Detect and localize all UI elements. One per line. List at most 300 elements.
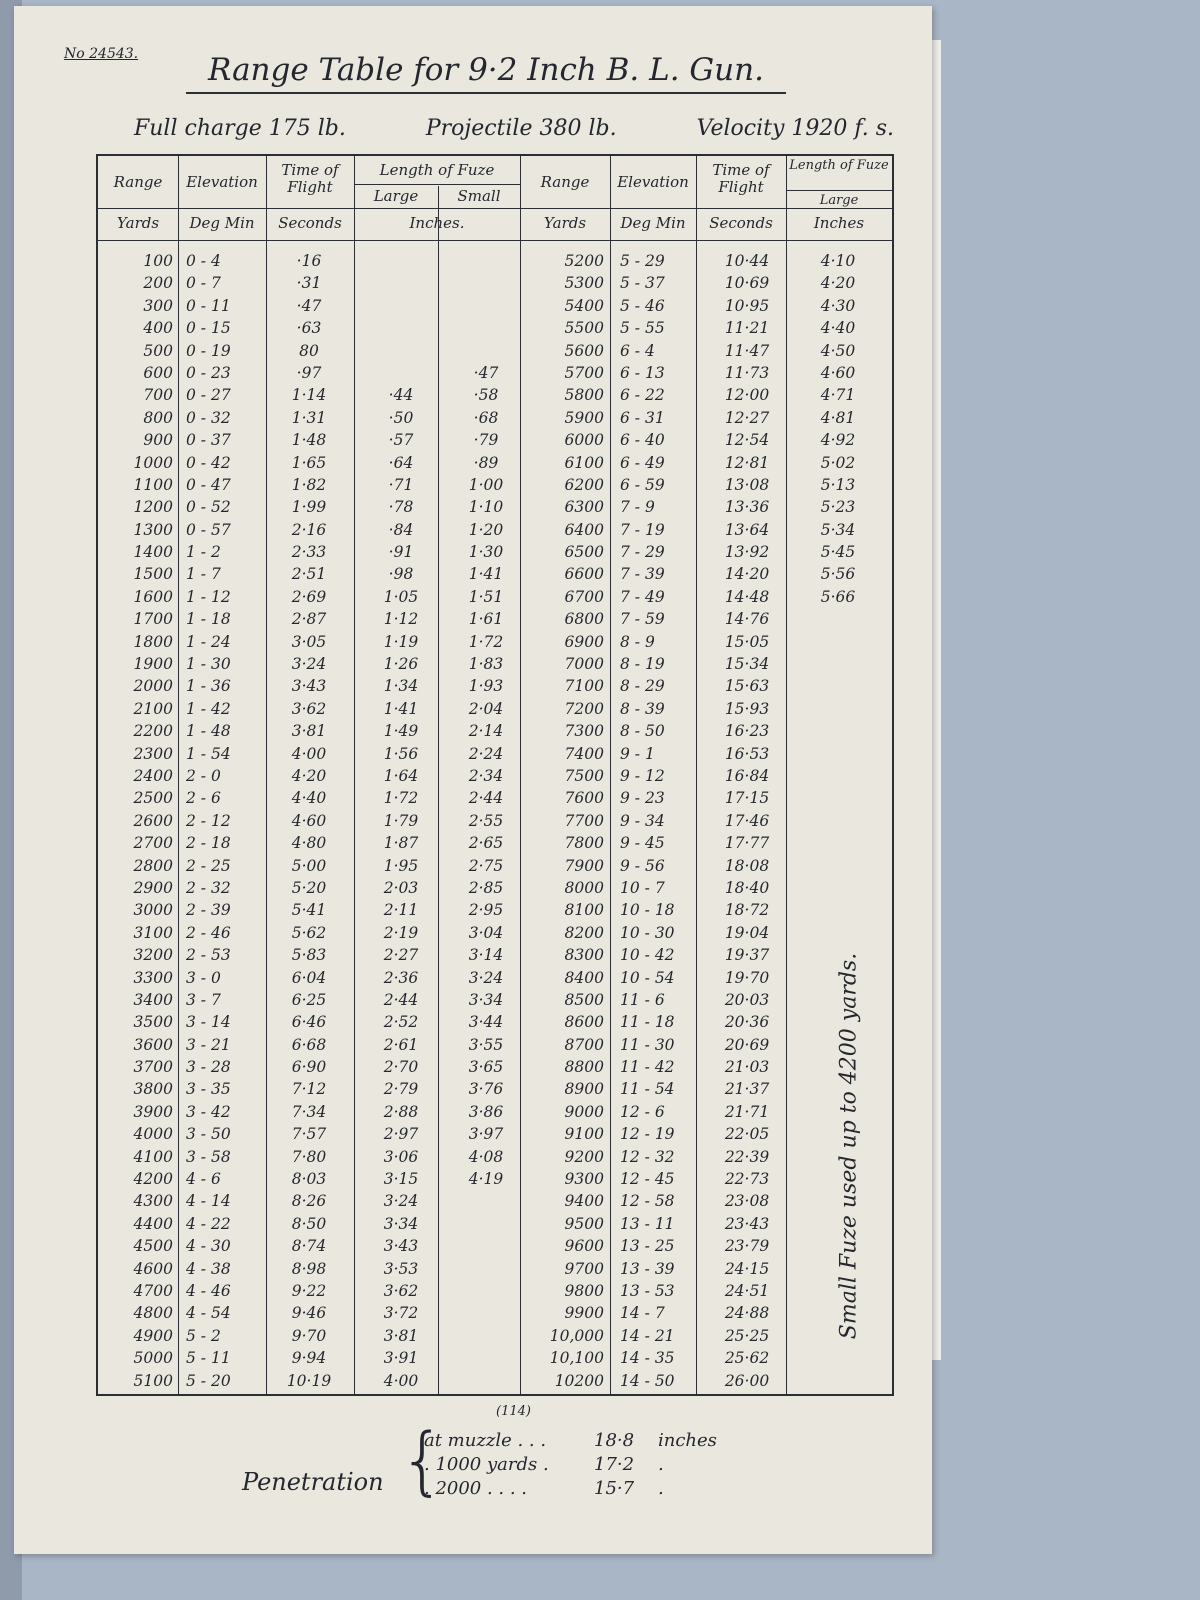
range-2-cell: 8900	[564, 1080, 604, 1099]
elevation-2-cell: 7 - 49	[620, 587, 665, 606]
time-of-flight-cell: 6·25	[291, 990, 327, 1009]
elevation-cell: 2 - 46	[186, 923, 231, 942]
elevation-cell: 5 - 11	[186, 1349, 231, 1368]
fuze-large-cell: 1·87	[383, 834, 419, 853]
range-2-cell: 8500	[564, 990, 604, 1009]
range-2-cell: 7400	[564, 744, 604, 763]
fuze-small-cell: 2·65	[468, 834, 504, 853]
penetration-value: 15·7	[594, 1478, 635, 1499]
fuze-large-cell: 1·41	[383, 699, 419, 718]
elevation-cell: 0 - 52	[186, 498, 231, 517]
time-of-flight-2-cell: 23·79	[724, 1237, 770, 1256]
elevation-cell: 5 - 20	[186, 1371, 231, 1390]
fuze-large-cell: 3·72	[383, 1304, 419, 1323]
range-cell: 800	[143, 408, 173, 427]
range-cell: 3300	[133, 968, 173, 987]
range-2-cell: 9500	[564, 1214, 604, 1233]
fuze-small-cell: 1·20	[468, 520, 504, 539]
table-row	[98, 698, 892, 720]
table-row	[98, 563, 892, 585]
range-2-cell: 8700	[564, 1035, 604, 1054]
elevation-cell: 3 - 7	[186, 990, 221, 1009]
elevation-2-cell: 10 - 54	[620, 968, 675, 987]
fuze-large-cell: 2·52	[383, 1013, 419, 1032]
fuze-small-cell: 2·85	[468, 878, 504, 897]
time-of-flight-2-cell: 14·20	[724, 565, 770, 584]
range-2-cell: 7700	[564, 811, 604, 830]
time-of-flight-cell: 1·48	[291, 431, 327, 450]
table-row	[98, 967, 892, 989]
penetration-line	[424, 1478, 664, 1499]
table-row	[98, 899, 892, 921]
elevation-2-cell: 12 - 32	[620, 1147, 675, 1166]
time-of-flight-2-cell: 25·62	[724, 1349, 770, 1368]
table-row	[98, 272, 892, 294]
elevation-cell: 1 - 36	[186, 677, 231, 696]
time-of-flight-cell: 3·24	[291, 655, 327, 674]
table-row	[98, 944, 892, 966]
range-2-cell: 9700	[564, 1259, 604, 1278]
header-rule	[98, 208, 892, 209]
time-of-flight-cell: 8·50	[291, 1214, 327, 1233]
elevation-cell: 0 - 23	[186, 363, 231, 382]
unit-inches: Inches.	[409, 214, 465, 232]
fuze-large-cell: ·57	[388, 431, 414, 450]
fuze-large-cell: 4·00	[383, 1371, 419, 1390]
table-row	[98, 295, 892, 317]
range-2-cell: 5900	[564, 408, 604, 427]
table-row	[98, 855, 892, 877]
fuze-large-cell: 2·36	[383, 968, 419, 987]
range-cell: 5000	[133, 1349, 173, 1368]
fuze-small-cell: 3·55	[468, 1035, 504, 1054]
brace-symbol: {	[399, 1418, 447, 1504]
fuze-small-cell: 3·86	[468, 1102, 504, 1121]
elevation-cell: 2 - 25	[186, 856, 231, 875]
fuze-small-cell: 1·93	[468, 677, 504, 696]
time-of-flight-cell: ·31	[296, 274, 322, 293]
table-row	[98, 743, 892, 765]
unit-seconds-2: Seconds	[709, 214, 773, 232]
fuze-large-2-cell: 5·23	[820, 498, 856, 517]
fuze-large-2-cell: 4·20	[820, 274, 856, 293]
table-row	[98, 384, 892, 406]
time-of-flight-2-cell: 16·84	[724, 766, 770, 785]
time-of-flight-cell: 8·74	[291, 1237, 327, 1256]
fuze-small-cell: 1·00	[468, 475, 504, 494]
elevation-2-cell: 10 - 7	[620, 878, 665, 897]
fuze-small-cell: 1·41	[468, 565, 504, 584]
fuze-large-cell: 2·79	[383, 1080, 419, 1099]
elevation-2-cell: 9 - 34	[620, 811, 665, 830]
table-row	[98, 429, 892, 451]
fuze-small-cell: 3·34	[468, 990, 504, 1009]
time-of-flight-cell: 8·98	[291, 1259, 327, 1278]
unit-deg-min: Deg Min	[189, 214, 255, 232]
elevation-cell: 0 - 42	[186, 453, 231, 472]
time-of-flight-2-cell: 13·64	[724, 520, 770, 539]
table-row	[98, 1258, 892, 1280]
time-of-flight-2-cell: 12·54	[724, 431, 770, 450]
range-cell: 2700	[133, 834, 173, 853]
time-of-flight-2-cell: 12·27	[724, 408, 770, 427]
range-cell: 100	[143, 252, 173, 270]
range-cell: 3700	[133, 1058, 173, 1077]
range-cell: 3100	[133, 923, 173, 942]
fuze-large-cell: 1·19	[383, 632, 419, 651]
elevation-2-cell: 13 - 53	[620, 1281, 675, 1300]
range-cell: 2800	[133, 856, 173, 875]
fuze-large-cell: ·78	[388, 498, 414, 517]
table-row	[98, 586, 892, 608]
range-2-cell: 9400	[564, 1192, 604, 1211]
elevation-cell: 0 - 32	[186, 408, 231, 427]
time-of-flight-2-cell: 17·46	[724, 811, 770, 830]
fuze-large-cell: 2·44	[383, 990, 419, 1009]
range-2-cell: 10200	[554, 1371, 604, 1390]
table-row	[98, 765, 892, 787]
range-2-cell: 6800	[564, 610, 604, 629]
elevation-cell: 1 - 48	[186, 722, 231, 741]
fuze-large-cell: 1·95	[383, 856, 419, 875]
time-of-flight-2-cell: 10·69	[724, 274, 770, 293]
elevation-2-cell: 12 - 58	[620, 1192, 675, 1211]
fuze-small-cell: 2·95	[468, 901, 504, 920]
time-of-flight-2-cell: 13·36	[724, 498, 770, 517]
fuze-small-cell: 1·51	[468, 587, 504, 606]
time-of-flight-2-cell: 24·51	[724, 1281, 770, 1300]
elevation-2-cell: 9 - 23	[620, 789, 665, 808]
time-of-flight-cell: 10·19	[286, 1371, 332, 1390]
time-of-flight-2-cell: 18·72	[724, 901, 770, 920]
elevation-2-cell: 12 - 45	[620, 1170, 675, 1189]
fuze-large-2-cell: 5·56	[820, 565, 856, 584]
time-of-flight-cell: 2·33	[291, 543, 327, 562]
elevation-2-cell: 14 - 21	[620, 1326, 675, 1345]
fuze-small-cell: 2·34	[468, 766, 504, 785]
time-of-flight-2-cell: 20·03	[724, 990, 770, 1009]
fuze-large-2-cell: 4·40	[820, 319, 856, 338]
fuze-large-cell: 3·91	[383, 1349, 419, 1368]
time-of-flight-2-cell: 14·76	[724, 610, 770, 629]
header-length-of-fuze: Length of Fuze	[379, 161, 495, 179]
time-of-flight-cell: 1·82	[291, 475, 327, 494]
time-of-flight-2-cell: 23·43	[724, 1214, 770, 1233]
range-2-cell: 5800	[564, 386, 604, 405]
elevation-cell: 2 - 39	[186, 901, 231, 920]
range-2-cell: 7600	[564, 789, 604, 808]
range-cell: 4400	[133, 1214, 173, 1233]
elevation-cell: 0 - 15	[186, 319, 231, 338]
time-of-flight-cell: 5·62	[291, 923, 327, 942]
range-cell: 4000	[133, 1125, 173, 1144]
range-2-cell: 8100	[564, 901, 604, 920]
fuze-large-2-cell: 4·50	[820, 341, 856, 360]
fuze-small-cell: ·79	[473, 431, 499, 450]
time-of-flight-cell: 4·40	[291, 789, 327, 808]
fuze-large-cell: 1·79	[383, 811, 419, 830]
fuze-large-cell: 3·53	[383, 1259, 419, 1278]
unit-seconds: Seconds	[278, 214, 342, 232]
time-of-flight-2-cell: 15·63	[724, 677, 770, 696]
fuze-small-cell: 2·44	[468, 789, 504, 808]
elevation-2-cell: 13 - 39	[620, 1259, 675, 1278]
range-cell: 3000	[133, 901, 173, 920]
range-cell: 2100	[133, 699, 173, 718]
fuze-large-cell: 1·34	[383, 677, 419, 696]
fuze-large-cell: ·98	[388, 565, 414, 584]
range-cell: 1700	[133, 610, 173, 629]
time-of-flight-cell: 2·16	[291, 520, 327, 539]
range-2-cell: 6500	[564, 543, 604, 562]
time-of-flight-2-cell: 23·08	[724, 1192, 770, 1211]
range-2-cell: 6100	[564, 453, 604, 472]
range-cell: 400	[143, 319, 173, 338]
range-2-cell: 6400	[564, 520, 604, 539]
elevation-cell: 1 - 30	[186, 655, 231, 674]
penetration-unit: inches	[658, 1430, 717, 1451]
range-cell: 1000	[133, 453, 173, 472]
time-of-flight-2-cell: 12·81	[724, 453, 770, 472]
unit-deg-min-2: Deg Min	[620, 214, 686, 232]
time-of-flight-cell: 4·80	[291, 834, 327, 853]
time-of-flight-2-cell: 20·69	[724, 1035, 770, 1054]
table-row	[98, 1213, 892, 1235]
elevation-2-cell: 14 - 7	[620, 1304, 665, 1323]
fuze-large-cell: 3·34	[383, 1214, 419, 1233]
header-time-of-flight: Time of Flight	[281, 161, 339, 196]
time-of-flight-cell: 9·46	[291, 1304, 327, 1323]
elevation-cell: 4 - 38	[186, 1259, 231, 1278]
fuze-small-cell: 1·83	[468, 655, 504, 674]
range-cell: 3400	[133, 990, 173, 1009]
table-row	[98, 250, 892, 272]
time-of-flight-2-cell: 22·39	[724, 1147, 770, 1166]
fuze-large-cell: 2·97	[383, 1125, 419, 1144]
range-cell: 4900	[133, 1326, 173, 1345]
fuze-small-cell: 2·24	[468, 744, 504, 763]
range-cell: 2900	[133, 878, 173, 897]
header-time-of-flight-2: Time of Flight	[712, 161, 770, 196]
fuze-small-cell: 1·72	[468, 632, 504, 651]
header-range: Range	[113, 173, 163, 191]
unit-inches-2: Inches	[813, 214, 865, 232]
elevation-2-cell: 9 - 1	[620, 744, 655, 763]
table-row	[98, 1370, 892, 1392]
document-page	[14, 6, 932, 1554]
fuze-large-cell: 1·26	[383, 655, 419, 674]
fuze-small-cell: 2·55	[468, 811, 504, 830]
range-2-cell: 5200	[564, 252, 604, 270]
range-cell: 2400	[133, 766, 173, 785]
range-2-cell: 7800	[564, 834, 604, 853]
penetration-line	[424, 1454, 664, 1475]
elevation-cell: 3 - 35	[186, 1080, 231, 1099]
fuze-large-2-cell: 5·34	[820, 520, 856, 539]
table-row	[98, 989, 892, 1011]
range-2-cell: 7000	[564, 655, 604, 674]
elevation-cell: 0 - 19	[186, 341, 231, 360]
range-cell: 2000	[133, 677, 173, 696]
projectile-text: Projectile 380 lb.	[425, 116, 617, 141]
fuze-large-2-cell: 4·92	[820, 431, 856, 450]
velocity-text: Velocity 1920 f. s.	[696, 116, 894, 141]
table-row	[98, 541, 892, 563]
range-2-cell: 10,100	[549, 1349, 604, 1368]
fuze-large-cell: 3·24	[383, 1192, 419, 1211]
time-of-flight-cell: 2·87	[291, 610, 327, 629]
small-fuze-note-text: Small Fuze used up to 4200 yards.	[836, 952, 862, 1340]
fuze-large-cell: 2·11	[383, 901, 419, 920]
table-row	[98, 496, 892, 518]
time-of-flight-2-cell: 21·37	[724, 1080, 770, 1099]
elevation-2-cell: 11 - 6	[620, 990, 665, 1009]
time-of-flight-cell: 4·60	[291, 811, 327, 830]
range-2-cell: 9100	[564, 1125, 604, 1144]
time-of-flight-2-cell: 12·00	[724, 386, 770, 405]
time-of-flight-cell: 1·31	[291, 408, 327, 427]
elevation-cell: 0 - 57	[186, 520, 231, 539]
table-row	[98, 922, 892, 944]
range-cell: 2300	[133, 744, 173, 763]
fuze-large-cell: 1·49	[383, 722, 419, 741]
fuze-small-cell: 1·10	[468, 498, 504, 517]
penetration-distance: . 1000 yards .	[424, 1454, 549, 1475]
range-2-cell: 6300	[564, 498, 604, 517]
page-title: Range Table for 9·2 Inch B. L. Gun.	[186, 52, 786, 94]
range-2-cell: 6700	[564, 587, 604, 606]
elevation-2-cell: 11 - 54	[620, 1080, 675, 1099]
fuze-small-cell: 2·04	[468, 699, 504, 718]
fuze-small-cell: ·68	[473, 408, 499, 427]
time-of-flight-2-cell: 13·08	[724, 475, 770, 494]
time-of-flight-cell: 2·51	[291, 565, 327, 584]
page-number: (114)	[496, 1404, 531, 1419]
range-cell: 4800	[133, 1304, 173, 1323]
time-of-flight-cell: 3·62	[291, 699, 327, 718]
fuze-large-cell: 3·81	[383, 1326, 419, 1345]
range-2-cell: 6200	[564, 475, 604, 494]
time-of-flight-cell: 3·43	[291, 677, 327, 696]
table-row	[98, 1056, 892, 1078]
table-row	[98, 1190, 892, 1212]
range-2-cell: 9000	[564, 1102, 604, 1121]
table-row	[98, 1011, 892, 1033]
elevation-2-cell: 6 - 59	[620, 475, 665, 494]
time-of-flight-cell: 1·65	[291, 453, 327, 472]
time-of-flight-cell: 2·69	[291, 587, 327, 606]
elevation-2-cell: 6 - 13	[620, 363, 665, 382]
fuze-large-2-cell: 4·60	[820, 363, 856, 382]
header-large: Large	[373, 187, 419, 205]
elevation-2-cell: 8 - 39	[620, 699, 665, 718]
elevation-cell: 1 - 24	[186, 632, 231, 651]
fuze-small-cell: 2·75	[468, 856, 504, 875]
fuze-small-cell: 3·24	[468, 968, 504, 987]
range-cell: 1500	[133, 565, 173, 584]
elevation-2-cell: 8 - 50	[620, 722, 665, 741]
elevation-2-cell: 11 - 42	[620, 1058, 675, 1077]
time-of-flight-2-cell: 15·05	[724, 632, 770, 651]
elevation-2-cell: 13 - 25	[620, 1237, 675, 1256]
elevation-cell: 3 - 14	[186, 1013, 231, 1032]
range-2-cell: 5300	[564, 274, 604, 293]
time-of-flight-cell: 6·68	[291, 1035, 327, 1054]
range-cell: 700	[143, 386, 173, 405]
time-of-flight-cell: ·16	[296, 252, 322, 270]
fuze-large-cell: ·50	[388, 408, 414, 427]
fuze-large-cell: 2·70	[383, 1058, 419, 1077]
time-of-flight-cell: ·63	[296, 319, 322, 338]
table-row	[98, 1325, 892, 1347]
elevation-2-cell: 5 - 29	[620, 252, 665, 270]
elevation-2-cell: 6 - 22	[620, 386, 665, 405]
range-cell: 4200	[133, 1170, 173, 1189]
range-2-cell: 6900	[564, 632, 604, 651]
elevation-cell: 2 - 53	[186, 946, 231, 965]
time-of-flight-cell: 80	[299, 341, 319, 360]
elevation-2-cell: 14 - 35	[620, 1349, 675, 1368]
fuze-small-cell: ·47	[473, 363, 499, 382]
time-of-flight-cell: 5·83	[291, 946, 327, 965]
elevation-2-cell: 6 - 40	[620, 431, 665, 450]
time-of-flight-cell: 6·04	[291, 968, 327, 987]
elevation-cell: 1 - 42	[186, 699, 231, 718]
range-cell: 3900	[133, 1102, 173, 1121]
fuze-large-cell: 2·88	[383, 1102, 419, 1121]
range-table	[96, 154, 894, 1396]
table-row	[98, 787, 892, 809]
range-2-cell: 7100	[564, 677, 604, 696]
time-of-flight-cell: 3·05	[291, 632, 327, 651]
elevation-cell: 3 - 0	[186, 968, 221, 987]
elevation-2-cell: 11 - 18	[620, 1013, 675, 1032]
time-of-flight-2-cell: 15·93	[724, 699, 770, 718]
elevation-2-cell: 7 - 9	[620, 498, 655, 517]
range-2-cell: 8600	[564, 1013, 604, 1032]
elevation-cell: 1 - 7	[186, 565, 221, 584]
fuze-small-cell: 2·14	[468, 722, 504, 741]
elevation-cell: 2 - 18	[186, 834, 231, 853]
header-elevation-2: Elevation	[617, 173, 689, 191]
fuze-large-2-cell: 4·10	[820, 252, 856, 270]
time-of-flight-cell: 5·00	[291, 856, 327, 875]
time-of-flight-2-cell: 24·15	[724, 1259, 770, 1278]
fuze-large-2-cell: 4·71	[820, 386, 856, 405]
fuze-large-cell: 3·06	[383, 1147, 419, 1166]
fuze-large-cell: 1·56	[383, 744, 419, 763]
time-of-flight-cell: 3·81	[291, 722, 327, 741]
fuze-small-cell: 1·61	[468, 610, 504, 629]
time-of-flight-2-cell: 20·36	[724, 1013, 770, 1032]
elevation-cell: 1 - 12	[186, 587, 231, 606]
penetration-distance: at muzzle . . .	[424, 1430, 547, 1451]
units-rule	[98, 240, 892, 241]
elevation-2-cell: 5 - 46	[620, 296, 665, 315]
time-of-flight-2-cell: 19·04	[724, 923, 770, 942]
elevation-2-cell: 6 - 4	[620, 341, 655, 360]
fuze-small-cell: 3·44	[468, 1013, 504, 1032]
range-2-cell: 5400	[564, 296, 604, 315]
elevation-2-cell: 12 - 19	[620, 1125, 675, 1144]
time-of-flight-2-cell: 18·40	[724, 878, 770, 897]
time-of-flight-2-cell: 22·73	[724, 1170, 770, 1189]
range-2-cell: 8200	[564, 923, 604, 942]
time-of-flight-cell: 1·99	[291, 498, 327, 517]
penetration-line	[424, 1430, 717, 1451]
time-of-flight-2-cell: 13·92	[724, 543, 770, 562]
elevation-2-cell: 6 - 49	[620, 453, 665, 472]
